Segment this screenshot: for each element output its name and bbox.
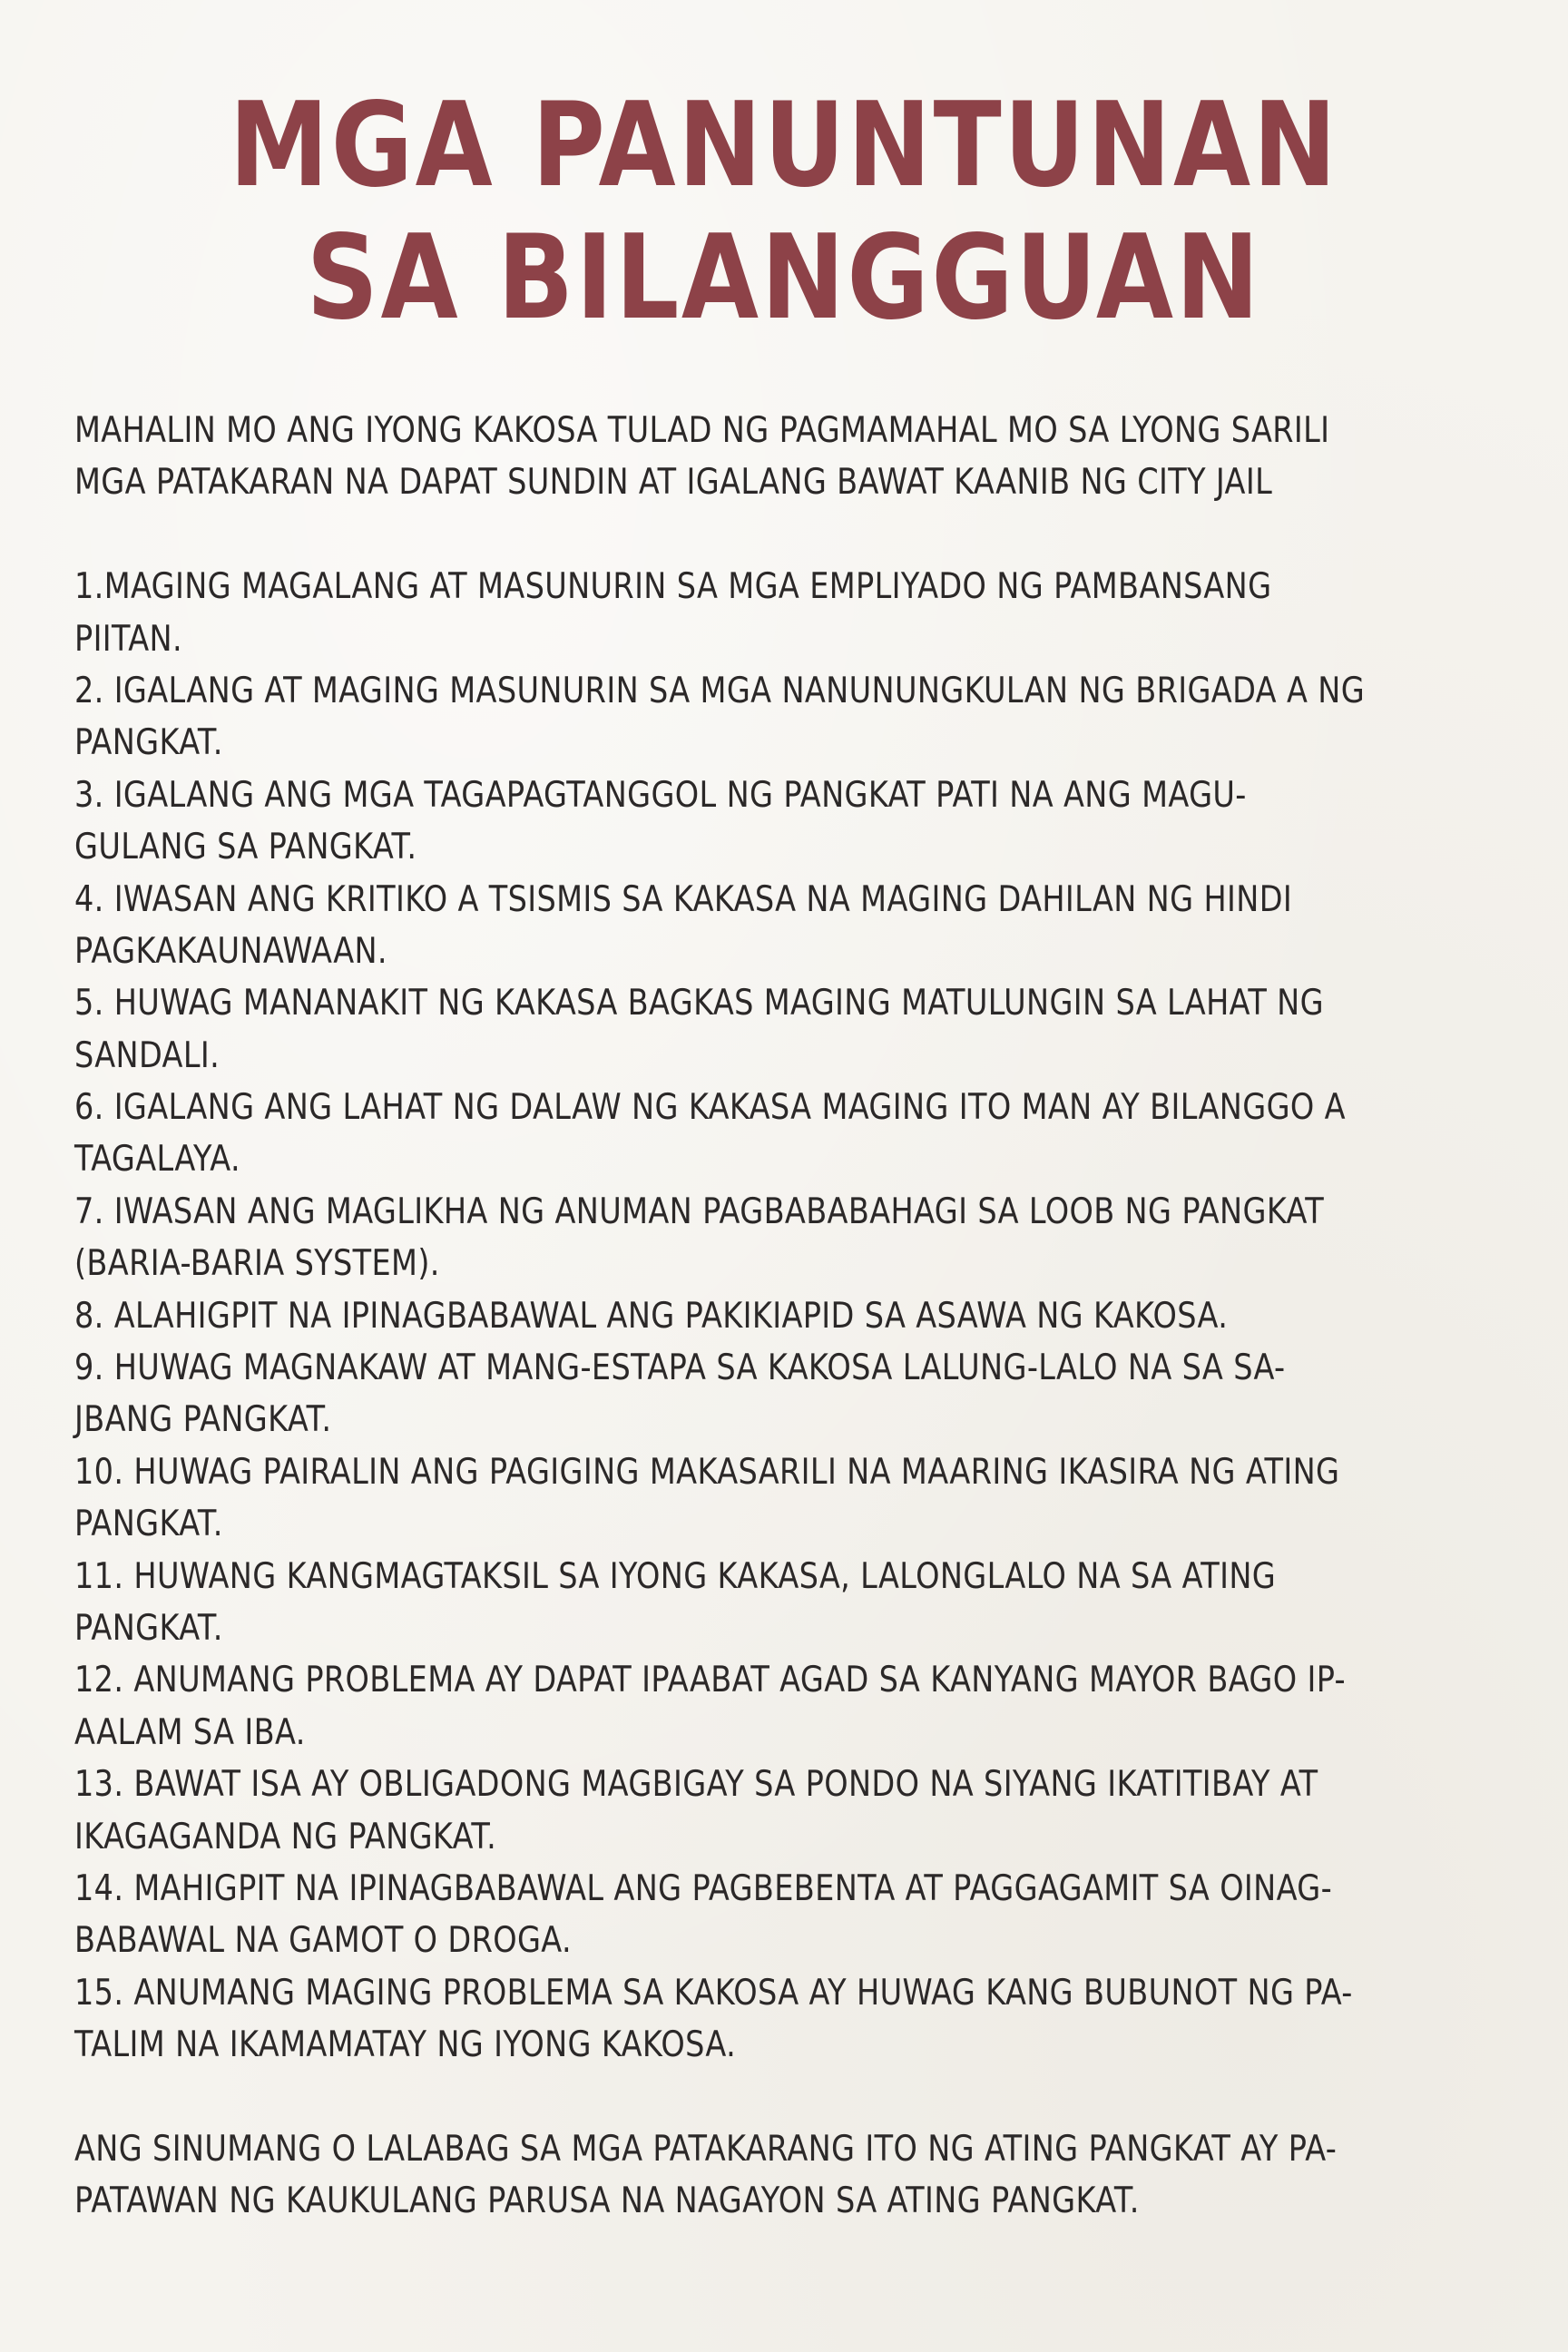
rule-text: 3. IGALANG ANG MGA TAGAPAGTANGGOL NG PANGKAT PATI NA ANG MAGU- (74, 774, 1247, 816)
rule-text: PANGKAT. (74, 1607, 223, 1649)
rule-item-3 (74, 769, 1526, 874)
rule-text: TAGALAYA. (74, 1139, 240, 1181)
closing-line: PATAWAN NG KAUKULANG PARUSA NA NAGAYON SA ATING PANGKAT. (74, 2180, 1140, 2222)
rule-text: (BARIA-BARIA SYSTEM). (74, 1243, 440, 1285)
rule-text: PANGKAT. (74, 1504, 223, 1545)
rule-text: 10. HUWAG PAIRALIN ANG PAGIGING MAKASARILI NA MAARING IKASIRA NG ATING (74, 1451, 1340, 1493)
rule-text: 13. BAWAT ISA AY OBLIGADONG MAGBIGAY SA PONDO NA SIYANG IKATITIBAY AT (74, 1764, 1318, 1806)
rule-item-7 (74, 1186, 1526, 1290)
rule-text: 2. IGALANG AT MAGING MASUNURIN SA MGA NANUNUNGKULAN NG BRIGADA A NG (74, 670, 1366, 711)
spacer (74, 2072, 1526, 2123)
rule-text: 5. HUWAG MANANAKIT NG KAKASA BAGKAS MAGING MATULUNGIN SA LAHAT NG (74, 983, 1324, 1024)
rule-item-9 (74, 1342, 1526, 1446)
rules-body (74, 405, 1526, 2228)
rule-item-10 (74, 1446, 1526, 1551)
rule-item-15 (74, 1967, 1526, 2072)
rule-text: 14. MAHIGPIT NA IPINAGBABAWAL ANG PAGBEBENTA AT PAGGAGAMIT SA OINAG- (74, 1867, 1333, 1909)
rule-text: JBANG PANGKAT. (74, 1399, 332, 1441)
page-title (110, 80, 1458, 345)
rule-text: 1.MAGING MAGALANG AT MASUNURIN SA MGA EMPLIYADO NG PAMBANSANG (74, 566, 1272, 608)
rule-text: 9. HUWAG MAGNAKAW AT MANG-ESTAPA SA KAKOSA LALUNG-LALO NA SA SA- (74, 1348, 1286, 1389)
intro-line: MGA PATAKARAN NA DAPAT SUNDIN AT IGALANG BAWAT KAANIB NG CITY JAIL (74, 462, 1273, 504)
rule-text: TALIM NA IKAMAMATAY NG IYONG KAKOSA. (74, 2024, 737, 2066)
rule-text: SANDALI. (74, 1034, 220, 1076)
spacer (74, 509, 1526, 561)
closing-section (74, 2123, 1526, 2228)
rules-list (74, 561, 1526, 2071)
rule-text: 11. HUWANG KANGMAGTAKSIL SA IYONG KAKASA, LALONGLALO NA SA ATING (74, 1555, 1277, 1597)
intro-section (74, 405, 1526, 509)
rule-text: AALAM SA IBA. (74, 1711, 306, 1753)
rule-item-12 (74, 1654, 1526, 1759)
rule-text: 15. ANUMANG MAGING PROBLEMA SA KAKOSA AY HUWAG KANG BUBUNOT NG PA- (74, 1972, 1353, 2014)
rule-item-14 (74, 1863, 1526, 1967)
closing-line: ANG SINUMANG O LALABAG SA MGA PATAKARANG ITO NG ATING PANGKAT AY PA- (74, 2128, 1338, 2170)
rule-item-1 (74, 561, 1526, 665)
rule-text: BABAWAL NA GAMOT O DROGA. (74, 1920, 573, 1962)
rule-item-11 (74, 1551, 1526, 1655)
title-line-2: SA BILANGGUAN (306, 211, 1262, 346)
rule-text: GULANG SA PANGKAT. (74, 827, 417, 868)
rule-item-4 (74, 874, 1526, 978)
rule-text: PANGKAT. (74, 722, 223, 764)
rule-item-5 (74, 977, 1526, 1082)
intro-line: MAHALIN MO ANG IYONG KAKOSA TULAD NG PAGMAMAHAL MO SA LYONG SARILI (74, 410, 1330, 451)
rule-text: 6. IGALANG ANG LAHAT NG DALAW NG KAKASA MAGING ITO MAN AY BILANGGO A (74, 1087, 1346, 1129)
rule-item-8 (74, 1290, 1526, 1342)
rule-text: 4. IWASAN ANG KRITIKO A TSISMIS SA KAKASA NA MAGING DAHILAN NG HINDI (74, 878, 1293, 920)
rule-item-6 (74, 1082, 1526, 1186)
rule-item-2 (74, 665, 1526, 769)
title-line-1: MGA PANUNTUNAN (229, 78, 1339, 213)
rule-text: PIITAN. (74, 618, 183, 660)
rule-text: IKAGAGANDA NG PANGKAT. (74, 1816, 497, 1857)
rule-text: 12. ANUMANG PROBLEMA AY DAPAT IPAABAT AGAD SA KANYANG MAYOR BAGO IP- (74, 1660, 1346, 1701)
rule-item-13 (74, 1759, 1526, 1863)
rule-text: 7. IWASAN ANG MAGLIKHA NG ANUMAN PAGBABABAHAGI SA LOOB NG PANGKAT (74, 1191, 1325, 1232)
rule-text: 8. ALAHIGPIT NA IPINAGBABAWAL ANG PAKIKIAPID SA ASAWA NG KAKOSA. (74, 1295, 1229, 1337)
rule-text: PAGKAKAUNAWAAN. (74, 930, 387, 972)
